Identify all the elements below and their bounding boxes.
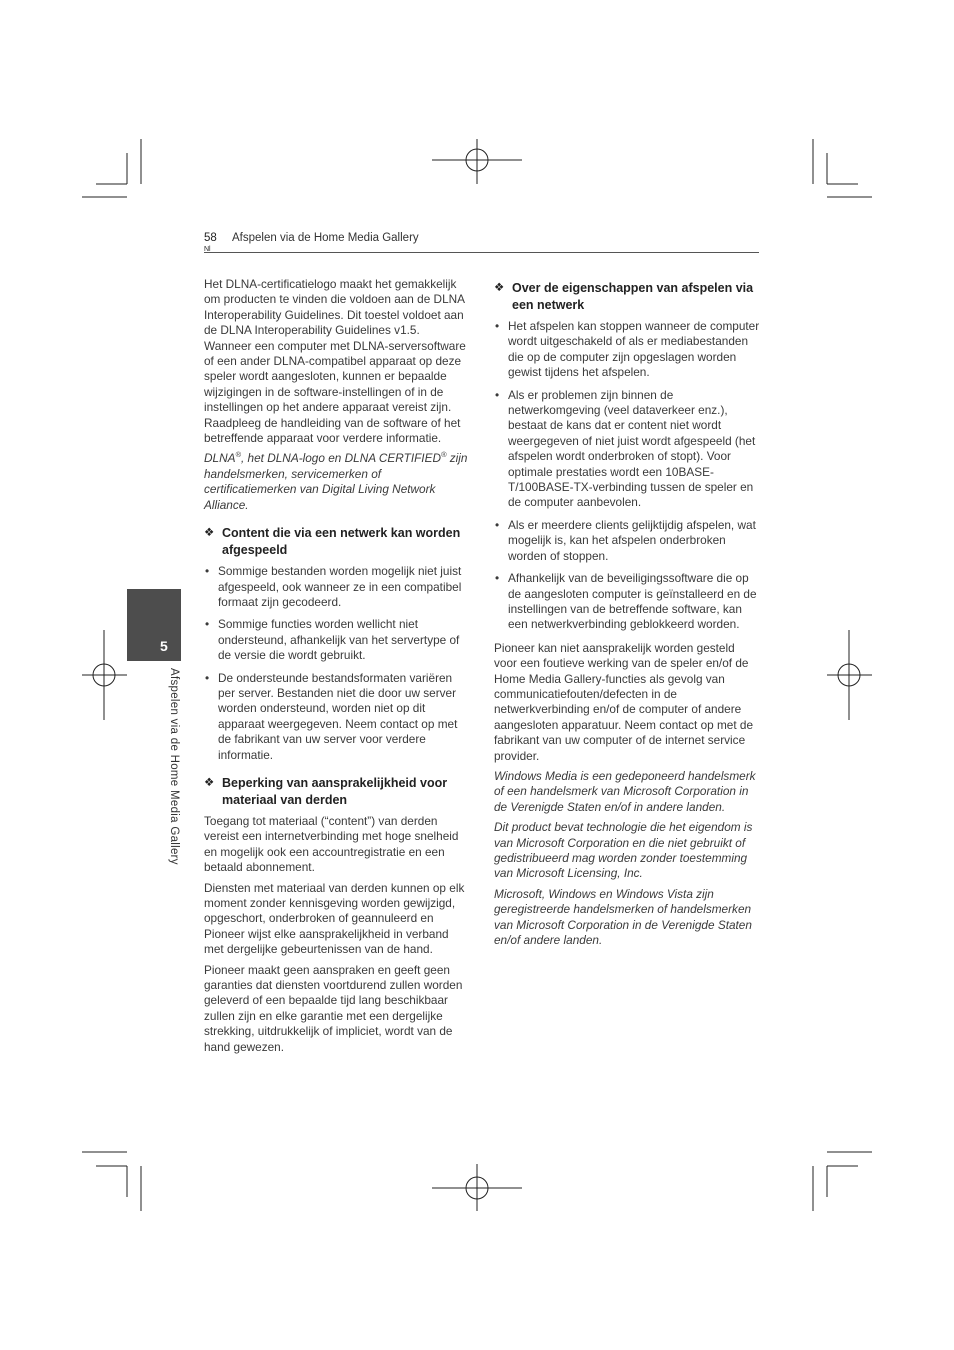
trademark-note: Windows Media is een gedeponeerd handelsmerk of een handelsmerk van Microsoft Corporation in de Verenigde Staten en/of in andere landen.	[494, 768, 756, 814]
liability-paragraph: Pioneer maakt geen aanspraken en geeft geen garanties dat diensten voortdurend zullen worden geleverd of een bepaalde tijd lang beschikbaar zullen zijn en elke garantie met een dergelijke strekking, uitdrukkelijk of impliciet, wordt van de hand gewezen.	[204, 962, 463, 1054]
list-item: • Sommige functies worden wellicht niet ondersteund, afhankelijk van het servertype of de versie die wordt gebruikt.	[204, 617, 470, 663]
diamond-bullet-icon: ❖	[204, 776, 215, 789]
trademark-note: Microsoft, Windows en Windows Vista zijn geregistreerde handelsmerken of handelsmerken van Microsoft Corporation in de Verenigde Staten en/of andere landen.	[494, 886, 752, 948]
dlna-trademark-note: DLNA®, het DLNA-logo en DLNA CERTIFIED® zijn handelsmerken, servicemerken of certificatiemerken van Digital Living Network Alliance.	[204, 450, 468, 512]
liability-paragraph: Diensten met materiaal van derden kunnen op elk moment zonder kennisgeving worden gewijzigd, opgeschort, onderbroken of geannuleerd en Pioneer wijst elke aansprakelijkheid in verband met dergelijke gebeurtenissen van de hand.	[204, 880, 465, 957]
chapter-number: 5	[160, 638, 168, 654]
list-item: • Afhankelijk van de beveiligingssoftware die op de aangesloten computer is geïnstalleerd en de instellingen van de betreffende software, kan een netwerkverbinding geblokkeerd worden.	[494, 571, 760, 633]
liability-paragraph: Toegang tot materiaal (“content”) van derden vereist een internetverbinding met hoge snelheid en mogelijk ook een accountregistratie en een betaald abonnement.	[204, 813, 459, 875]
list-item: • Als er meerdere clients gelijktijdig afspelen, wat mogelijk is, kan het afspelen onderbroken worden of stoppen.	[494, 518, 760, 564]
language-code: Nl	[204, 246, 211, 253]
disclaimer-paragraph: Pioneer kan niet aansprakelijk worden gesteld voor een foutieve werking van de speler en/of de Home Media Gallery-functies als gevolg van communicatiefouten/defecten in de netwerkverbinding en/of de computer of andere aangesloten apparatuur. Neem contact op met de fabrikant van uw computer of de internet service provider.	[494, 640, 754, 763]
section-heading-network-playback: ❖ Over de eigenschappen van afspelen via een netwerk	[494, 281, 754, 312]
list-item: • Het afspelen kan stoppen wanneer de computer wordt uitgeschakeld of als er mediabestanden die op de computer zijn opgeslagen worden gewist tijdens het afspelen.	[494, 319, 760, 381]
list-item: • Sommige bestanden worden mogelijk niet juist afgespeeld, ook wanneer ze in een compatibel formaat zijn gecodeerd.	[204, 564, 470, 610]
diamond-bullet-icon: ❖	[494, 282, 505, 294]
trademark-note: Dit product bevat technologie die het eigendom is van Microsoft Corporation en die niet gebruikt of gedistribueerd mag worden zonder toestemming van Microsoft Licensing, Inc.	[494, 820, 753, 881]
page-header	[204, 232, 759, 253]
list-item: • Als er problemen zijn binnen de netwerkomgeving (veel dataverkeer enz.), bestaat de kans dat er content niet wordt weergegeven of niet juist wordt afgespeeld (het afspelen wordt onderbroken of stopt). Voor optimale prestaties wordt een 10BASE-T/100BASE-TX-verbinding tussen de speler en de computer aanbevolen.	[494, 388, 760, 511]
page-number: 58	[204, 232, 217, 244]
chapter-tab	[127, 589, 181, 661]
chapter-side-label: Afspelen via de Home Media Gallery	[168, 668, 180, 865]
playable-content-list	[204, 564, 470, 763]
network-playback-list	[494, 319, 760, 633]
section-heading-liability: ❖ Beperking van aansprakelijkheid voor materiaal van derden	[204, 775, 448, 807]
left-column	[204, 277, 470, 1060]
list-item: • De ondersteunde bestandsformaten variëren per server. Bestanden niet die door uw server worden ondersteund, worden niet op dit apparaat weergegeven. Neem contact op met de fabrikant van uw server voor verdere informatie.	[204, 671, 470, 763]
section-heading-playable-content: ❖ Content die via een netwerk kan worden afgespeeld	[204, 526, 461, 558]
diamond-bullet-icon: ❖	[204, 527, 215, 540]
header-title: Afspelen via de Home Media Gallery	[232, 232, 419, 244]
intro-paragraph: Het DLNA-certificatielogo maakt het gemakkelijk om producten te vinden die voldoen aan de DLNA Interoperability Guidelines. Dit toestel voldoet aan de DLNA Interoperability Guidelines v1.5. Wanneer een computer met DLNA-serversoftware of een ander DLNA-compatibel apparaat op deze speler wordt aangesloten, kunnen er bepaalde wijzigingen in de software-instellingen of in de instellingen op het andere apparaat vereist zijn. Raadpleeg de handleiding van de software of het betreffende apparaat voor verdere informatie.	[204, 277, 466, 446]
right-column	[494, 273, 760, 953]
